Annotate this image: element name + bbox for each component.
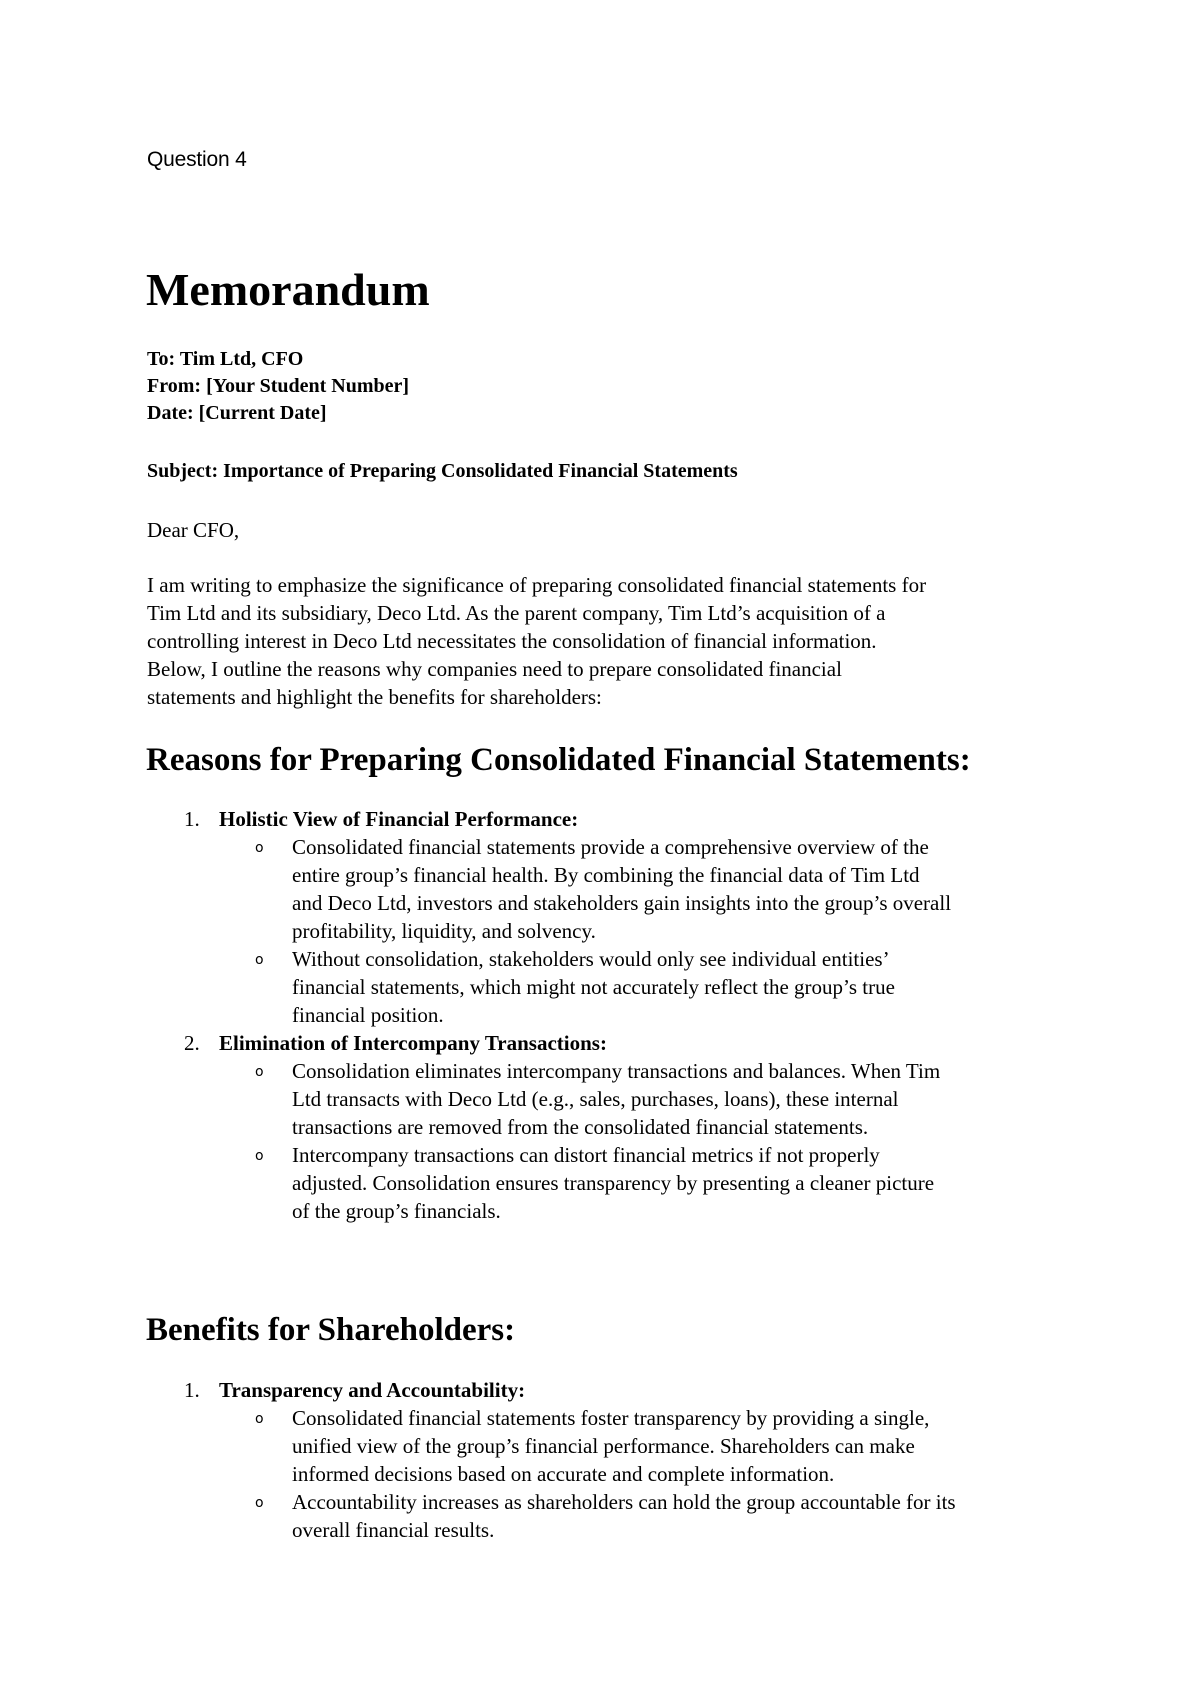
bullet-item: [147, 1141, 1147, 1225]
bullet-line: informed decisions based on accurate and complete information.: [292, 1462, 835, 1486]
bullet-line: of the group’s financials.: [292, 1199, 501, 1223]
bullet-line: Consolidated financial statements foster transparency by providing a single,: [292, 1406, 930, 1430]
item-heading: Holistic View of Financial Performance:: [219, 807, 579, 831]
to-label: To:: [147, 348, 176, 370]
reasons-list: [147, 805, 1147, 1225]
list-item-title: [147, 1029, 1147, 1057]
bullet-item: [147, 945, 1147, 1029]
item-number: 2.: [184, 1031, 200, 1055]
section-heading-benefits: Benefits for Shareholders:: [146, 1312, 516, 1348]
date-label: Date:: [147, 402, 194, 424]
list-item-title: [147, 1376, 1147, 1404]
intro-line: statements and highlight the benefits for shareholders:: [147, 685, 602, 709]
bullet-line: Consolidated financial statements provide a comprehensive overview of the: [292, 835, 929, 859]
bullet-line: and Deco Ltd, investors and stakeholders gain insights into the group’s overall: [292, 891, 952, 915]
memo-header: [147, 346, 409, 427]
subject-label: Subject:: [147, 460, 219, 482]
bullet-item: [147, 1488, 1147, 1544]
bullet-line: Without consolidation, stakeholders would only see individual entities’: [292, 947, 890, 971]
bullet-line: profitability, liquidity, and solvency.: [292, 919, 596, 943]
subject-value: Importance of Preparing Consolidated Financial Statements: [223, 460, 738, 482]
bullet-marker: o: [255, 1148, 264, 1164]
item-heading: Transparency and Accountability:: [219, 1378, 526, 1402]
bullet-marker: o: [255, 1495, 264, 1511]
bullet-line: financial position.: [292, 1003, 444, 1027]
intro-paragraph: [147, 571, 1077, 711]
date-line: [147, 400, 409, 427]
date-value: [Current Date]: [198, 402, 327, 424]
from-value: [Your Student Number]: [206, 375, 410, 397]
bullet-line: Accountability increases as shareholders can hold the group accountable for its: [292, 1490, 956, 1514]
intro-line: I am writing to emphasize the significance of preparing consolidated financial statements for: [147, 573, 927, 597]
subject-line: [147, 458, 738, 485]
bullet-item: [147, 1057, 1147, 1141]
intro-line: Tim Ltd and its subsidiary, Deco Ltd. As the parent company, Tim Ltd’s acquisition of a: [147, 601, 886, 625]
bullet-line: overall financial results.: [292, 1518, 495, 1542]
bullet-marker: o: [255, 840, 264, 856]
intro-line: Below, I outline the reasons why companies need to prepare consolidated financial: [147, 657, 842, 681]
bullet-line: adjusted. Consolidation ensures transparency by presenting a cleaner picture: [292, 1171, 935, 1195]
list-item-title: [147, 805, 1147, 833]
section-heading-reasons: Reasons for Preparing Consolidated Financial Statements:: [146, 742, 971, 778]
bullet-line: transactions are removed from the consolidated financial statements.: [292, 1115, 869, 1139]
bullet-line: Intercompany transactions can distort financial metrics if not properly: [292, 1143, 880, 1167]
bullet-marker: o: [255, 952, 264, 968]
to-line: [147, 346, 409, 373]
bullet-marker: o: [255, 1411, 264, 1427]
item-heading: Elimination of Intercompany Transactions:: [219, 1031, 607, 1055]
bullet-item: [147, 833, 1147, 945]
to-value: Tim Ltd, CFO: [179, 348, 304, 370]
benefits-list: [147, 1376, 1147, 1544]
bullet-line: entire group’s financial health. By combining the financial data of Tim Ltd: [292, 863, 920, 887]
bullet-line: Consolidation eliminates intercompany transactions and balances. When Tim: [292, 1059, 941, 1083]
bullet-line: financial statements, which might not accurately reflect the group’s true: [292, 975, 895, 999]
bullet-line: unified view of the group’s financial performance. Shareholders can make: [292, 1434, 915, 1458]
question-label: Question 4: [147, 148, 247, 171]
bullet-line: Ltd transacts with Deco Ltd (e.g., sales, purchases, loans), these internal: [292, 1087, 899, 1111]
salutation: Dear CFO,: [147, 518, 240, 542]
from-label: From:: [147, 375, 202, 397]
bullet-marker: o: [255, 1064, 264, 1080]
bullet-item: [147, 1404, 1147, 1488]
item-number: 1.: [184, 807, 200, 831]
from-line: [147, 373, 409, 400]
intro-line: controlling interest in Deco Ltd necessitates the consolidation of financial information.: [147, 629, 877, 653]
document-title: Memorandum: [146, 264, 430, 315]
item-number: 1.: [184, 1378, 200, 1402]
